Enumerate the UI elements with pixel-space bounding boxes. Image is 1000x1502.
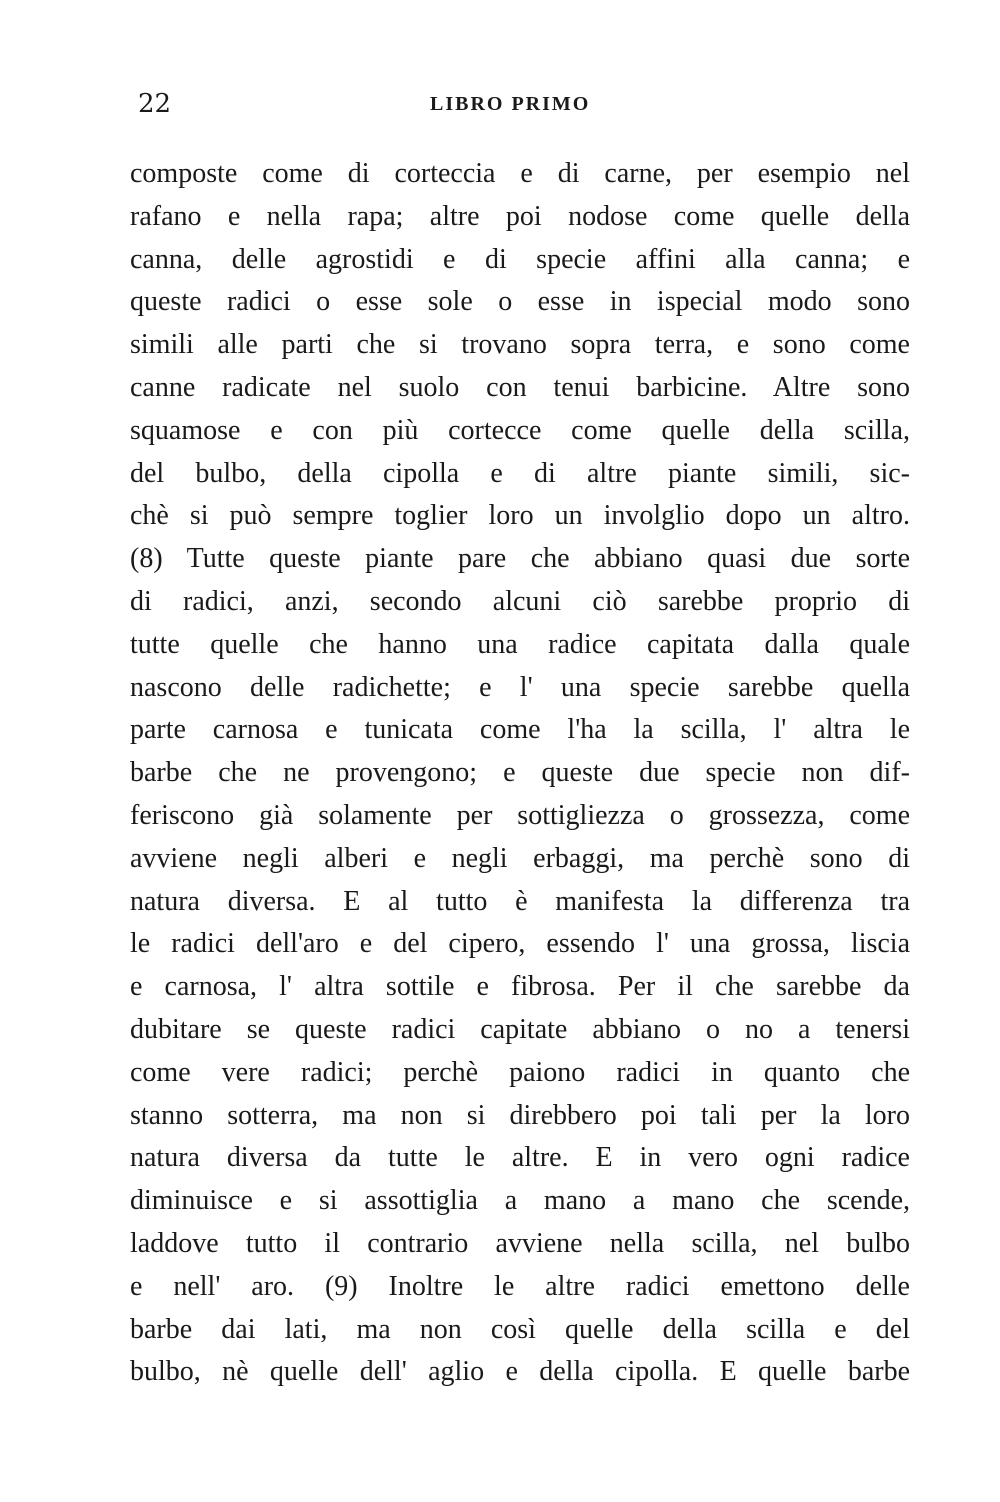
- text-line: canne radicate nel suolo con tenui barbicine. Altre sono: [130, 371, 910, 403]
- page-header: [130, 86, 900, 122]
- text-line: feriscono già solamente per sottigliezza o grossezza, come: [130, 799, 910, 831]
- text-line: avviene negli alberi e negli erbaggi, ma perchè sono di: [130, 842, 910, 874]
- text-line: diminuisce e si assottiglia a mano a mano che scende,: [130, 1185, 910, 1217]
- text-line: e carnosa, l' altra sottile e fibrosa. Per il che sarebbe da: [130, 971, 910, 1003]
- body-text: [130, 153, 910, 1394]
- text-line: le radici dell'aro e del cipero, essendo l' una grossa, liscia: [130, 928, 910, 960]
- text-line: barbe che ne provengono; e queste due specie non dif-: [130, 757, 910, 789]
- running-head: LIBRO PRIMO: [430, 93, 591, 115]
- text-line: nascono delle radichette; e l' una specie sarebbe quella: [130, 671, 910, 703]
- text-line: queste radici o esse sole o esse in ispecial modo sono: [130, 286, 910, 318]
- page-number: 22: [138, 89, 172, 119]
- text-line: (8) Tutte queste piante pare che abbiano quasi due sorte: [130, 543, 910, 575]
- text-line: composte come di corteccia e di carne, per esempio nel: [130, 158, 910, 189]
- text-line: laddove tutto il contrario avviene nella scilla, nel bulbo: [130, 1227, 910, 1259]
- text-line: chè si può sempre toglier loro un involglio dopo un altro.: [130, 500, 910, 532]
- text-line: e nell' aro. (9) Inoltre le altre radici emettono delle: [130, 1270, 910, 1302]
- text-line: simili alle parti che si trovano sopra terra, e sono come: [130, 329, 910, 361]
- text-line: di radici, anzi, secondo alcuni ciò sarebbe proprio di: [130, 585, 910, 617]
- text-line: barbe dai lati, ma non così quelle della scilla e del: [130, 1313, 910, 1345]
- text-line: del bulbo, della cipolla e di altre piante simili, sic-: [130, 457, 910, 489]
- text-line: stanno sotterra, ma non si direbbero poi tali per la loro: [130, 1099, 910, 1131]
- text-line: natura diversa. E al tutto è manifesta la differenza tra: [130, 885, 910, 917]
- text-line: squamose e con più cortecce come quelle della scilla,: [130, 414, 910, 446]
- text-line: natura diversa da tutte le altre. E in vero ogni radice: [130, 1142, 910, 1174]
- text-line: bulbo, nè quelle dell' aglio e della cipolla. E quelle barbe: [130, 1356, 910, 1388]
- text-line: dubitare se queste radici capitate abbiano o no a tenersi: [130, 1013, 910, 1045]
- text-line: canna, delle agrostidi e di specie affini alla canna; e: [130, 243, 910, 275]
- text-line: parte carnosa e tunicata come l'ha la scilla, l' altra le: [130, 714, 910, 746]
- text-line: come vere radici; perchè paiono radici in quanto che: [130, 1056, 910, 1088]
- text-line: tutte quelle che hanno una radice capitata dalla quale: [130, 628, 910, 660]
- text-line: rafano e nella rapa; altre poi nodose come quelle della: [130, 200, 910, 232]
